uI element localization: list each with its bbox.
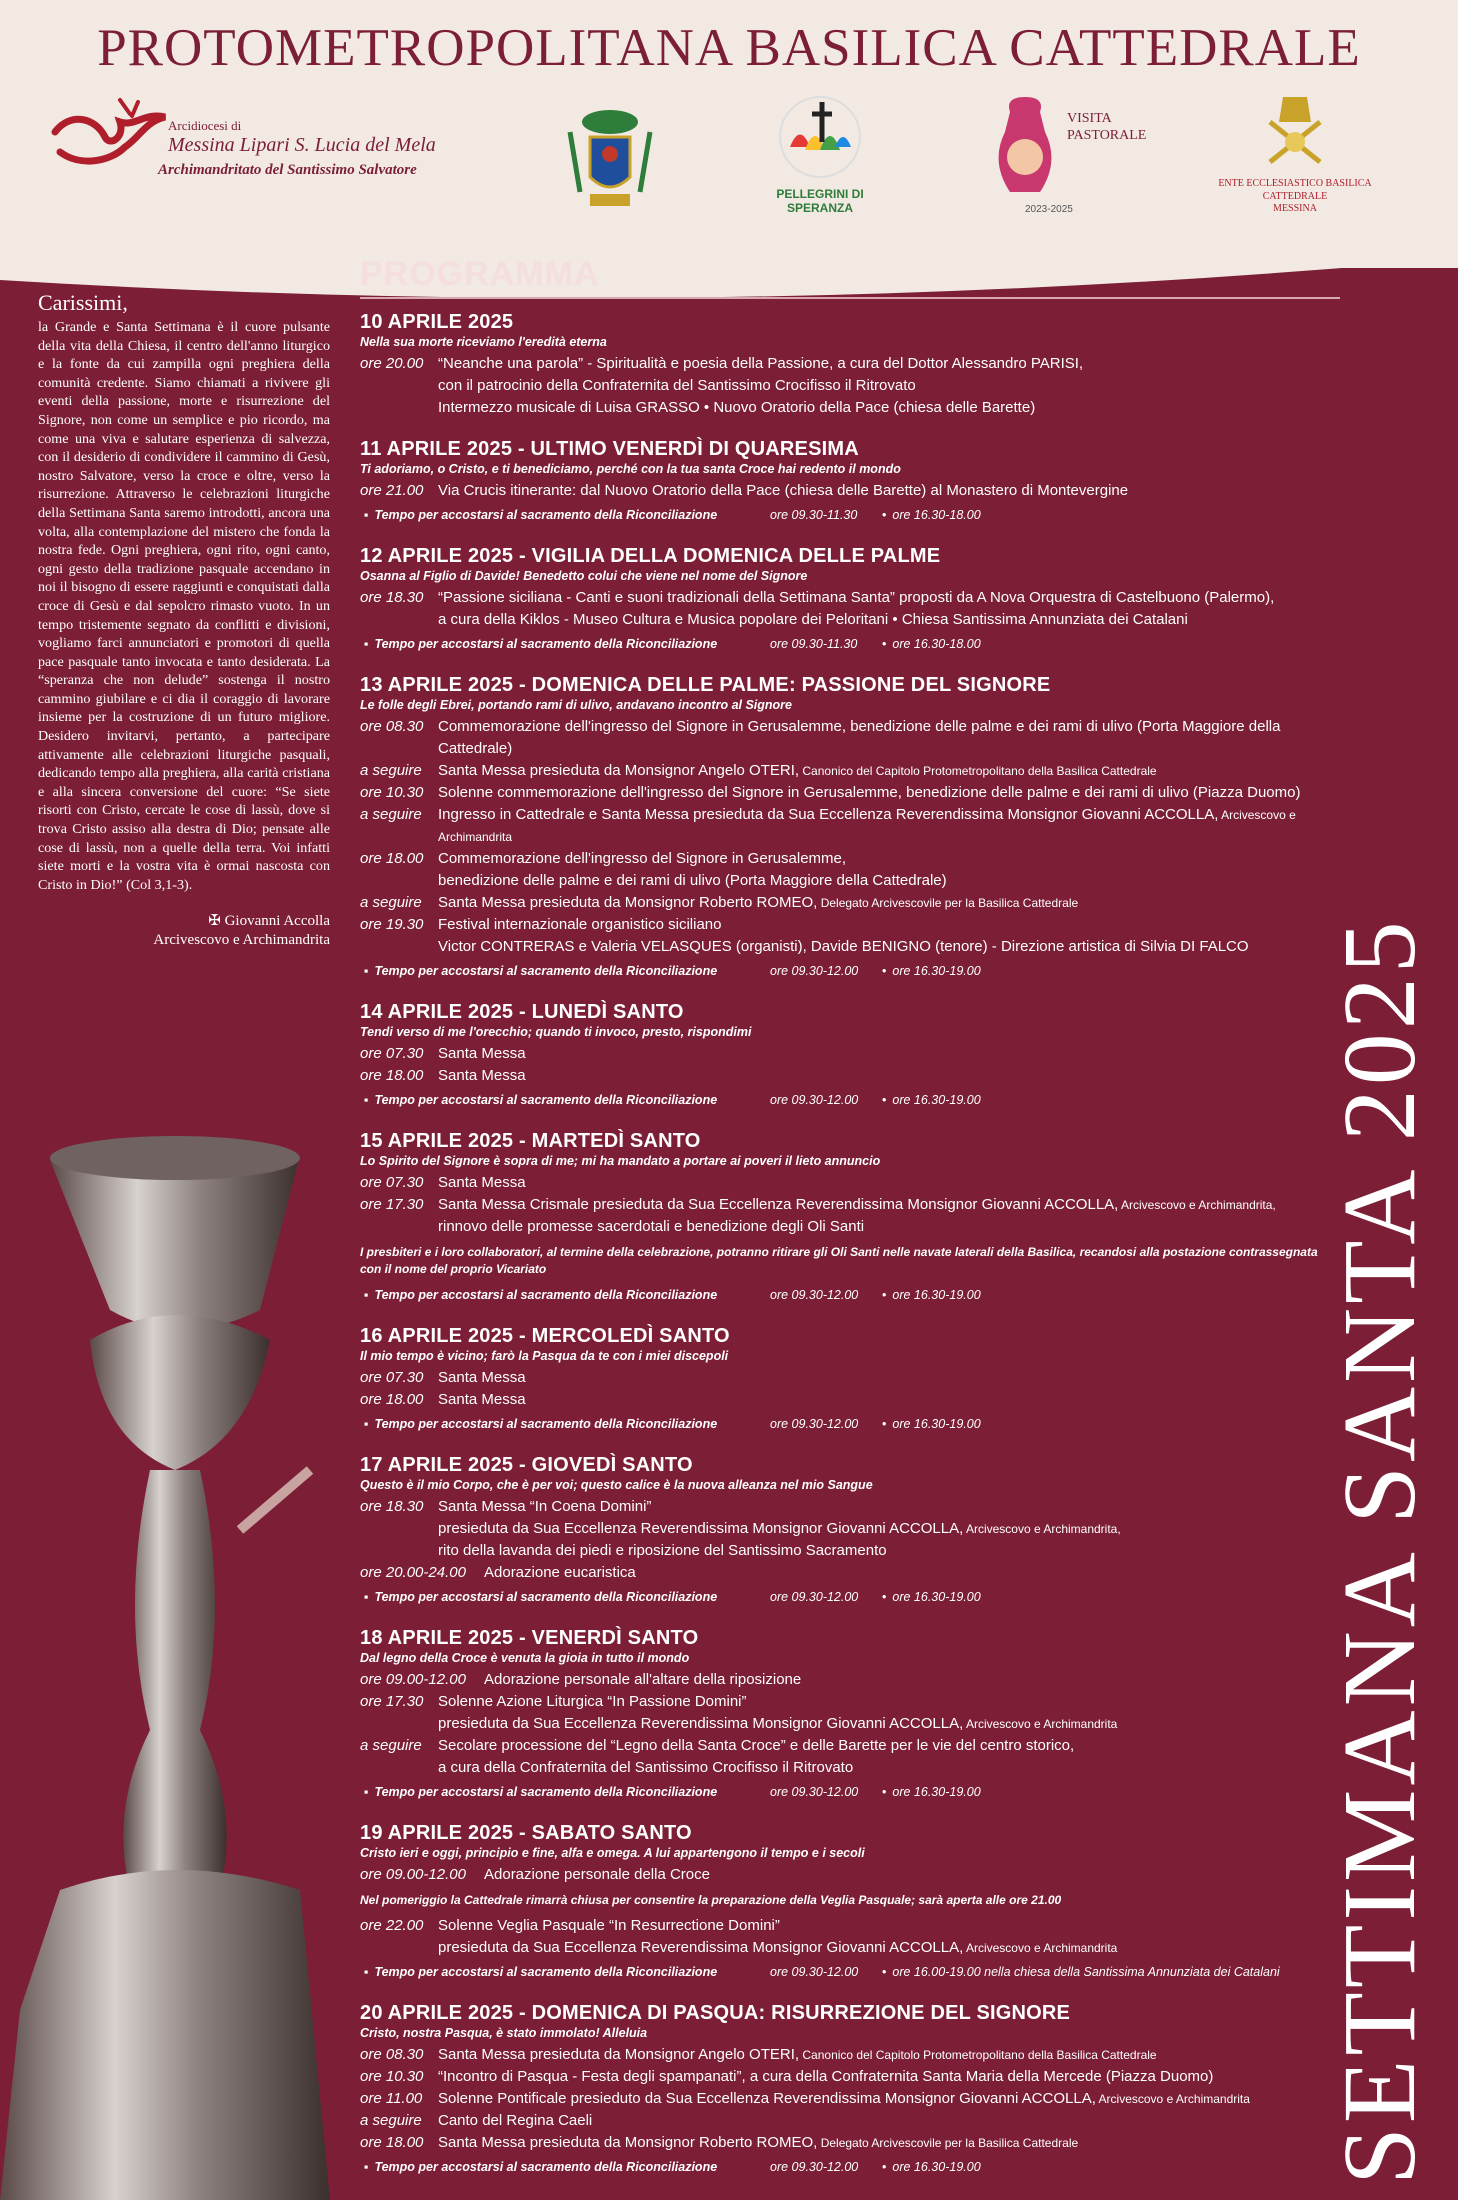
schedule-text: Adorazione eucaristica: [484, 1564, 636, 1581]
jubilee-logo: [760, 92, 890, 232]
program-list: [360, 310, 1340, 2196]
reconciliation-label: ▪ Tempo per accostarsi al sacramento della Riconciliazione: [360, 2156, 770, 2178]
schedule-text: Santa Messa: [438, 1369, 526, 1386]
schedule-text: presieduta da Sua Eccellenza Reverendissima Monsignor Giovanni ACCOLLA,: [438, 1715, 964, 1732]
schedule-text: “Passione siciliana - Canti e suoni tradizionali della Settimana Santa” proposti da A Nova Orquestra di Castelbuono (Palermo),: [438, 589, 1275, 606]
schedule-time: ore 17.30: [360, 1196, 424, 1213]
reconciliation-row: [360, 1413, 1340, 1435]
schedule-text: Santa Messa: [438, 1391, 526, 1408]
schedule-row: [360, 375, 1340, 397]
schedule-row: [360, 1216, 1340, 1238]
reconciliation-hours-1: ore 09.30-12.00: [770, 1590, 859, 1604]
schedule-desc: [438, 1194, 1340, 1216]
reconciliation-hours-2: • ore 16.30-19.00: [882, 1586, 981, 1608]
schedule-row: [360, 892, 1340, 914]
programma-divider: [360, 297, 1340, 299]
day-title: 17 APRILE 2025 - GIOVEDÌ SANTO: [360, 1454, 693, 1476]
schedule-row: [360, 2044, 1340, 2066]
schedule-desc: [438, 1713, 1340, 1735]
schedule-text: a cura della Kiklos - Museo Cultura e Musica popolare dei Peloritani • Chiesa Santissima Annunziata dei Catalani: [438, 611, 1188, 628]
schedule-time: [360, 1540, 438, 1562]
schedule-row: [360, 782, 1340, 804]
reconciliation-hours-1: ore 09.30-11.30: [770, 637, 858, 651]
schedule-row: [360, 2132, 1340, 2154]
schedule-time: ore 09.00-12.00: [360, 1671, 466, 1688]
schedule-desc: [438, 1691, 1340, 1713]
day-section: [360, 1821, 1340, 1983]
schedule-time: [360, 609, 438, 631]
schedule-time: ore 07.30: [360, 1045, 424, 1062]
schedule-desc: [438, 480, 1340, 502]
reconciliation-label: ▪ Tempo per accostarsi al sacramento della Riconciliazione: [360, 1781, 770, 1803]
schedule-text: Santa Messa presieduta da Monsignor Roberto ROMEO,: [438, 2134, 818, 2151]
schedule-row: [360, 1496, 1340, 1518]
schedule-row: [360, 1562, 1340, 1584]
visita-jug-icon: [985, 92, 1065, 202]
day-quote: Nella sua morte riceviamo l'eredità eterna: [360, 335, 607, 349]
schedule-subtext: Arcivescovo e Archimandrita: [963, 1717, 1118, 1731]
visita-label: VISITA PASTORALE: [1067, 111, 1147, 143]
schedule-time: ore 18.00: [360, 1391, 424, 1408]
day-title: 14 APRILE 2025 - LUNEDÌ SANTO: [360, 1001, 684, 1023]
schedule-time: ore 18.00: [360, 850, 424, 867]
schedule-desc: [438, 353, 1340, 375]
signature-name: ✠ Giovanni Accolla: [208, 913, 330, 930]
day-section: [360, 1324, 1340, 1435]
reconciliation-label: ▪ Tempo per accostarsi al sacramento della Riconciliazione: [360, 633, 770, 655]
schedule-desc: [438, 397, 1340, 419]
schedule-text: presieduta da Sua Eccellenza Reverendissima Monsignor Giovanni ACCOLLA,: [438, 1520, 964, 1537]
schedule-text: presieduta da Sua Eccellenza Reverendissima Monsignor Giovanni ACCOLLA,: [438, 1939, 964, 1956]
reconciliation-hours-2: • ore 16.30-19.00: [882, 1089, 981, 1111]
reconciliation-label: ▪ Tempo per accostarsi al sacramento della Riconciliazione: [360, 1413, 770, 1435]
schedule-desc: [438, 587, 1340, 609]
schedule-text: Santa Messa presieduta da Monsignor Angelo OTERI,: [438, 2046, 800, 2063]
diocese-logo: [50, 92, 470, 232]
schedule-row: [360, 848, 1340, 870]
schedule-text: Via Crucis itinerante: dal Nuovo Oratorio della Pace (chiesa delle Barette) al Monastero di Montevergine: [438, 482, 1129, 499]
schedule-time: ore 17.30: [360, 1693, 424, 1710]
schedule-row: [360, 587, 1340, 609]
jubilee-label: PELLEGRINI DI SPERANZA: [776, 187, 864, 215]
schedule-row: [360, 1757, 1340, 1779]
day-note: I presbiteri e i loro collaboratori, al termine della celebrazione, potranno ritirare gli Oli Santi nelle navate laterali della Basilica, recandosi alla postazione contrassegnata con il nome del proprio Vicariato: [360, 1245, 1318, 1276]
day-title: 12 APRILE 2025 - VIGILIA DELLA DOMENICA DELLE PALME: [360, 545, 941, 567]
reconciliation-hours-1: ore 09.30-12.00: [770, 964, 859, 978]
day-section: [360, 1453, 1340, 1608]
schedule-text: Solenne commemorazione dell'ingresso del Signore in Gerusalemme, benedizione delle palme e dei rami di ulivo (Piazza Duomo): [438, 784, 1301, 801]
schedule-text: Ingresso in Cattedrale e Santa Messa presieduta da Sua Eccellenza Reverendissima Monsignor Giovanni ACCOLLA,: [438, 806, 1219, 823]
day-title: 16 APRILE 2025 - MERCOLEDÌ SANTO: [360, 1325, 730, 1347]
schedule-row: [360, 1540, 1340, 1562]
reconciliation-row: [360, 1284, 1340, 1306]
schedule-desc: [438, 716, 1340, 760]
schedule-text: Victor CONTRERAS e Valeria VELASQUES (organisti), Davide BENIGNO (tenore) - Direzione artistica di Silvia DI FALCO: [438, 938, 1249, 955]
schedule-desc: [438, 782, 1340, 804]
day-quote: Le folle degli Ebrei, portando rami di ulivo, andavano incontro al Signore: [360, 698, 793, 712]
reconciliation-hours-2: • ore 16.00-19.00 nella chiesa della Santissima Annunziata dei Catalani: [882, 1961, 1280, 1983]
day-section: [360, 1129, 1340, 1306]
schedule-row: [360, 397, 1340, 419]
visita-logo: [985, 92, 1147, 232]
schedule-subtext: Canonico del Capitolo Protometropolitano della Basilica Cattedrale: [799, 2048, 1157, 2062]
schedule-time: ore 18.00: [360, 1067, 424, 1084]
reconciliation-label: ▪ Tempo per accostarsi al sacramento della Riconciliazione: [360, 1284, 770, 1306]
schedule-time: [360, 1757, 438, 1779]
reconciliation-row: [360, 960, 1340, 982]
schedule-desc: [438, 1540, 1340, 1562]
schedule-text: Santa Messa presieduta da Monsignor Roberto ROMEO,: [438, 894, 818, 911]
schedule-time: ore 18.00: [360, 2134, 424, 2151]
letter-body: la Grande e Santa Settimana è il cuore pulsante della vita della Chiesa, il centro dell'anno liturgico e la fonte da cui zampilla ogni preghiera della comunità credente. Siamo chiamati a rivivere gli eventi della passione, morte e risurrezione del Signore, non come un semplice e pio ricordo, ma come una viva e salutare esperienza di salvezza, con il desiderio di condividere il cammino di Gesù, nostro Salvatore, verso la croce e oltre, verso la risurrezione. Attraverso le celebrazioni liturgiche della Settimana Santa saremo introdotti, ancora una volta, alla contemplazione del mistero che fonda la nostra fede. Ogni preghiera, ogni rito, ogni canto, ogni gesto della tradizione pasquale accendano in noi il bisogno di essere raggiunti e conquistati dalla croce di Gesù e dal sepolcro rimasto vuoto. In un tempo tristemente segnato da conflitti e divisioni, vogliamo farci annunciatori e promotori di quella pace pasquale tanto invocata e tanto desiderata. La “speranza che non delude” sostenga il nostro cammino giubilare e ci dia il coraggio di lavorare insieme per la costruzione di un futuro migliore. Desidero invitarvi, pertanto, a partecipare attivamente alle celebrazioni liturgiche pasquali, dedicando tempo alla preghiera, alla carità cristiana e alla sincera conversione del cuore: “Se siete risorti con Cristo, cercate le cose di lassù, dove si trova Cristo assiso alla destra di Dio; pensate alle cose di lassù, non a quelle della terra. Voi infatti siete morti e la vostra vita è ormai nascosta con Cristo in Dio!” (Col 3,1-3).: [38, 319, 330, 893]
reconciliation-hours-1: ore 09.30-12.00: [770, 1093, 859, 1107]
reconciliation-hours-1: ore 09.30-12.00: [770, 1417, 859, 1431]
schedule-subtext: Arcivescovo e Archimandrita: [963, 1941, 1118, 1955]
day-quote: Osanna al Figlio di Davide! Benedetto colui che viene nel nome del Signore: [360, 569, 808, 583]
schedule-row: [360, 1172, 1340, 1194]
schedule-time: ore 11.00: [360, 2090, 423, 2107]
schedule-desc: [438, 2066, 1340, 2088]
diocese-line-3: Archimandritato del Santissimo Salvatore: [158, 162, 417, 178]
schedule-time: [360, 936, 438, 958]
schedule-time: ore 10.30: [360, 784, 424, 801]
schedule-time: ore 08.30: [360, 2046, 424, 2063]
schedule-time: ore 19.30: [360, 916, 424, 933]
day-quote: Tendi verso di me l'orecchio; quando ti invoco, presto, rispondimi: [360, 1025, 752, 1039]
schedule-desc: [438, 1389, 1340, 1411]
day-title: 19 APRILE 2025 - SABATO SANTO: [360, 1822, 692, 1844]
schedule-row: [360, 353, 1340, 375]
chalice-image: [0, 1110, 350, 2200]
schedule-desc: [438, 1043, 1340, 1065]
schedule-desc: [438, 1937, 1340, 1959]
day-note: Nel pomeriggio la Cattedrale rimarrà chiusa per consentire la preparazione della Veglia Pasquale; sarà aperta alle ore 21.00: [360, 1893, 1062, 1907]
reconciliation-hours-1: ore 09.30-12.00: [770, 1288, 859, 1302]
schedule-text: “Neanche una parola” - Spiritualità e poesia della Passione, a cura del Dottor Alessandro PARISI,: [438, 355, 1084, 372]
letter-greeting: Carissimi,: [38, 290, 128, 315]
day-title: 15 APRILE 2025 - MARTEDÌ SANTO: [360, 1130, 701, 1152]
schedule-row: [360, 1669, 1340, 1691]
reconciliation-label: ▪ Tempo per accostarsi al sacramento della Riconciliazione: [360, 1586, 770, 1608]
schedule-time: ore 20.00-24.00: [360, 1564, 466, 1581]
vertical-title: SETTIMANA SANTA 2025: [1322, 917, 1437, 2185]
ente-line-2: MESSINA: [1273, 203, 1317, 214]
schedule-row: [360, 804, 1340, 848]
schedule-desc: [438, 892, 1340, 914]
schedule-text: Santa Messa: [438, 1045, 526, 1062]
schedule-time: [360, 397, 438, 419]
papal-keys-icon: [1255, 92, 1335, 172]
schedule-time: ore 07.30: [360, 1369, 424, 1386]
schedule-text: Intermezzo musicale di Luisa GRASSO • Nuovo Oratorio della Pace (chiesa delle Barette): [438, 399, 1036, 416]
schedule-time: ore 10.30: [360, 2068, 424, 2085]
reconciliation-hours-1: ore 09.30-12.00: [770, 1785, 859, 1799]
schedule-text: Solenne Azione Liturgica “In Passione Domini”: [438, 1693, 747, 1710]
day-section: [360, 2001, 1340, 2178]
day-section: [360, 544, 1340, 655]
schedule-row: [360, 1065, 1340, 1087]
schedule-desc: [438, 609, 1340, 631]
day-quote: Ti adoriamo, o Cristo, e ti benediciamo, perché con la tua santa Croce hai redento il mondo: [360, 462, 901, 476]
schedule-desc: [438, 2110, 1340, 2132]
reconciliation-hours-1: ore 09.30-12.00: [770, 2160, 859, 2174]
schedule-time: ore 07.30: [360, 1174, 424, 1191]
schedule-time: a seguire: [360, 1737, 422, 1754]
schedule-row: [360, 1194, 1340, 1216]
reconciliation-hours-2: • ore 16.30-19.00: [882, 1284, 981, 1306]
schedule-row: [360, 1735, 1340, 1757]
schedule-text: Santa Messa Crismale presieduta da Sua Eccellenza Reverendissima Monsignor Giovanni ACCOLLA,: [438, 1196, 1119, 1213]
day-quote: Il mio tempo è vicino; farò la Pasqua da te con i miei discepoli: [360, 1349, 729, 1363]
reconciliation-row: [360, 1961, 1340, 1983]
schedule-desc: [438, 1496, 1340, 1518]
day-quote: Cristo, nostra Pasqua, è stato immolato! Alleluia: [360, 2026, 648, 2040]
schedule-text: Commemorazione dell'ingresso del Signore in Gerusalemme,: [438, 850, 847, 867]
ente-logo: [1210, 92, 1380, 232]
reconciliation-row: [360, 1089, 1340, 1111]
schedule-desc: [438, 760, 1340, 782]
schedule-text: “Incontro di Pasqua - Festa degli spampanati”, a cura della Confraternita Santa Maria della Mercede (Piazza Duomo): [438, 2068, 1214, 2085]
schedule-time: ore 08.30: [360, 718, 424, 735]
schedule-row: [360, 2066, 1340, 2088]
jubilee-icon: [760, 92, 880, 182]
reconciliation-hours-1: ore 09.30-11.30: [770, 508, 858, 522]
schedule-subtext: Delegato Arcivescovile per la Basilica Cattedrale: [817, 896, 1079, 910]
reconciliation-hours-2: • ore 16.30-19.00: [882, 1413, 981, 1435]
schedule-text: con il patrocinio della Confraternita del Santissimo Crocifisso il Ritrovato: [438, 377, 916, 394]
schedule-subtext: Delegato Arcivescovile per la Basilica Cattedrale: [817, 2136, 1079, 2150]
reconciliation-label: ▪ Tempo per accostarsi al sacramento della Riconciliazione: [360, 504, 770, 526]
reconciliation-row: [360, 504, 1340, 526]
schedule-time: [360, 1937, 438, 1959]
schedule-time: [360, 375, 438, 397]
schedule-text: a cura della Confraternita del Santissimo Crocifisso il Ritrovato: [438, 1759, 854, 1776]
day-section: [360, 1626, 1340, 1803]
day-quote: Lo Spirito del Signore è sopra di me; mi ha mandato a portare ai poveri il lieto annuncio: [360, 1154, 881, 1168]
page-title: PROTOMETROPOLITANA BASILICA CATTEDRALE: [97, 19, 1361, 77]
schedule-desc: [438, 848, 1340, 870]
day-section: [360, 1000, 1340, 1111]
day-title: 13 APRILE 2025 - DOMENICA DELLE PALME: PASSIONE DEL SIGNORE: [360, 674, 1051, 696]
header: [0, 0, 1458, 268]
schedule-text: Commemorazione dell'ingresso del Signore in Gerusalemme, benedizione delle palme e dei rami di ulivo (Porta Maggiore della Cattedrale): [438, 718, 1281, 757]
programma-heading: PROGRAMMA: [360, 255, 600, 293]
reconciliation-row: [360, 1586, 1340, 1608]
schedule-desc: [438, 914, 1340, 936]
letter-signature: [38, 912, 330, 950]
reconciliation-hours-2: • ore 16.30-19.00: [882, 2156, 981, 2178]
schedule-time: ore 18.30: [360, 589, 424, 606]
schedule-desc: [438, 1065, 1340, 1087]
schedule-time: ore 20.00: [360, 355, 424, 372]
visita-years: 2023-2025: [1025, 204, 1073, 215]
schedule-row: [360, 760, 1340, 782]
schedule-time: [360, 1713, 438, 1735]
day-section: [360, 310, 1340, 419]
schedule-row: [360, 870, 1340, 892]
schedule-row: [360, 2088, 1340, 2110]
schedule-desc: [438, 1216, 1340, 1238]
logo-row: [0, 92, 1458, 232]
reconciliation-row: [360, 2156, 1340, 2178]
schedule-row: [360, 1691, 1340, 1713]
schedule-desc: [438, 1172, 1340, 1194]
day-section: [360, 673, 1340, 982]
schedule-desc: [438, 870, 1340, 892]
reconciliation-label: ▪ Tempo per accostarsi al sacramento della Riconciliazione: [360, 960, 770, 982]
schedule-text: Solenne Pontificale presieduto da Sua Eccellenza Reverendissima Monsignor Giovanni ACCOLLA,: [438, 2090, 1096, 2107]
schedule-time: ore 21.00: [360, 482, 424, 499]
day-title: 18 APRILE 2025 - VENERDÌ SANTO: [360, 1627, 699, 1649]
schedule-subtext: Arcivescovo e Archimandrita: [438, 808, 1296, 844]
schedule-desc: [484, 1864, 1340, 1886]
schedule-text: Secolare processione del “Legno della Santa Croce” e delle Barette per le vie del centro storico,: [438, 1737, 1075, 1754]
schedule-row: [360, 1713, 1340, 1735]
schedule-desc: [438, 1757, 1340, 1779]
reconciliation-hours-2: • ore 16.30-19.00: [882, 1781, 981, 1803]
reconciliation-hours-1: ore 09.30-12.00: [770, 1965, 859, 1979]
schedule-row: [360, 1937, 1340, 1959]
reconciliation-hours-2: • ore 16.30-18.00: [882, 504, 981, 526]
schedule-desc: [438, 2132, 1340, 2154]
schedule-time: ore 22.00: [360, 1917, 424, 1934]
schedule-subtext: Arcivescovo e Archimandrita: [1095, 2092, 1250, 2106]
schedule-text: Santa Messa: [438, 1174, 526, 1191]
schedule-subtext: Arcivescovo e Archimandrita,: [1118, 1198, 1276, 1212]
schedule-row: [360, 1367, 1340, 1389]
reconciliation-hours-2: • ore 16.30-18.00: [882, 633, 981, 655]
schedule-row: [360, 1518, 1340, 1540]
schedule-text: Adorazione personale della Croce: [484, 1866, 710, 1883]
day-title: 20 APRILE 2025 - DOMENICA DI PASQUA: RISURREZIONE DEL SIGNORE: [360, 2002, 1071, 2024]
day-title: 10 APRILE 2025: [360, 311, 514, 333]
schedule-text: Santa Messa presieduta da Monsignor Angelo OTERI,: [438, 762, 800, 779]
schedule-text: Solenne Veglia Pasquale “In Resurrectione Domini”: [438, 1917, 780, 1934]
diocese-mark-icon: [50, 92, 170, 192]
day-title: 11 APRILE 2025 - ULTIMO VENERDÌ DI QUARESIMA: [360, 438, 859, 460]
schedule-desc: [438, 375, 1340, 397]
reconciliation-row: [360, 1781, 1340, 1803]
reconciliation-label: ▪ Tempo per accostarsi al sacramento della Riconciliazione: [360, 1089, 770, 1111]
schedule-row: [360, 716, 1340, 760]
schedule-subtext: Canonico del Capitolo Protometropolitano della Basilica Cattedrale: [799, 764, 1157, 778]
schedule-text: Festival internazionale organistico siciliano: [438, 916, 722, 933]
reconciliation-label: ▪ Tempo per accostarsi al sacramento della Riconciliazione: [360, 1961, 770, 1983]
schedule-row: [360, 1864, 1340, 1886]
day-quote: Dal legno della Croce è venuta la gioia in tutto il mondo: [360, 1651, 690, 1665]
schedule-row: [360, 1915, 1340, 1937]
day-section: [360, 437, 1340, 526]
schedule-time: [360, 1518, 438, 1540]
coat-of-arms-icon: [560, 92, 660, 232]
bishop-letter: [38, 290, 330, 950]
schedule-text: Santa Messa “In Coena Domini”: [438, 1498, 652, 1515]
schedule-row: [360, 1389, 1340, 1411]
reconciliation-row: [360, 633, 1340, 655]
schedule-time: a seguire: [360, 806, 422, 823]
schedule-row: [360, 609, 1340, 631]
diocese-line-2: Messina Lipari S. Lucia del Mela: [168, 134, 436, 156]
schedule-desc: [438, 1518, 1340, 1540]
schedule-row: [360, 1043, 1340, 1065]
day-quote: Questo è il mio Corpo, che è per voi; questo calice è la nuova alleanza nel mio Sangue: [360, 1478, 873, 1492]
schedule-desc: [438, 1367, 1340, 1389]
schedule-desc: [438, 1915, 1340, 1937]
schedule-time: ore 18.30: [360, 1498, 424, 1515]
schedule-text: Adorazione personale all'altare della riposizione: [484, 1671, 802, 1688]
schedule-text: Santa Messa: [438, 1067, 526, 1084]
schedule-text: Canto del Regina Caeli: [438, 2112, 593, 2129]
reconciliation-hours-2: • ore 16.30-19.00: [882, 960, 981, 982]
schedule-row: [360, 914, 1340, 936]
schedule-desc: [438, 2044, 1340, 2066]
schedule-desc: [438, 804, 1340, 848]
schedule-time: a seguire: [360, 762, 422, 779]
schedule-row: [360, 936, 1340, 958]
schedule-subtext: Arcivescovo e Archimandrita,: [963, 1522, 1121, 1536]
schedule-text: rinnovo delle promesse sacerdotali e benedizione degli Oli Santi: [438, 1218, 865, 1235]
schedule-row: [360, 480, 1340, 502]
schedule-time: [360, 870, 438, 892]
day-quote: Cristo ieri e oggi, principio e fine, alfa e omega. A lui appartengono il tempo e i secoli: [360, 1846, 865, 1860]
schedule-desc: [484, 1562, 1340, 1584]
ente-line-1: ENTE ECCLESIASTICO BASILICA CATTEDRALE: [1218, 178, 1372, 202]
schedule-time: a seguire: [360, 2112, 422, 2129]
schedule-desc: [438, 1735, 1340, 1757]
schedule-desc: [484, 1669, 1340, 1691]
schedule-time: ore 09.00-12.00: [360, 1866, 466, 1883]
schedule-desc: [438, 2088, 1340, 2110]
schedule-text: benedizione delle palme e dei rami di ulivo (Porta Maggiore della Cattedrale): [438, 872, 947, 889]
schedule-time: a seguire: [360, 894, 422, 911]
schedule-desc: [438, 936, 1340, 958]
signature-role: Arcivescovo e Archimandrita: [153, 932, 330, 949]
diocese-line-1: Arcidiocesi di: [168, 118, 242, 133]
schedule-time: [360, 1216, 438, 1238]
schedule-row: [360, 2110, 1340, 2132]
schedule-text: rito della lavanda dei piedi e riposizione del Santissimo Sacramento: [438, 1542, 887, 1559]
